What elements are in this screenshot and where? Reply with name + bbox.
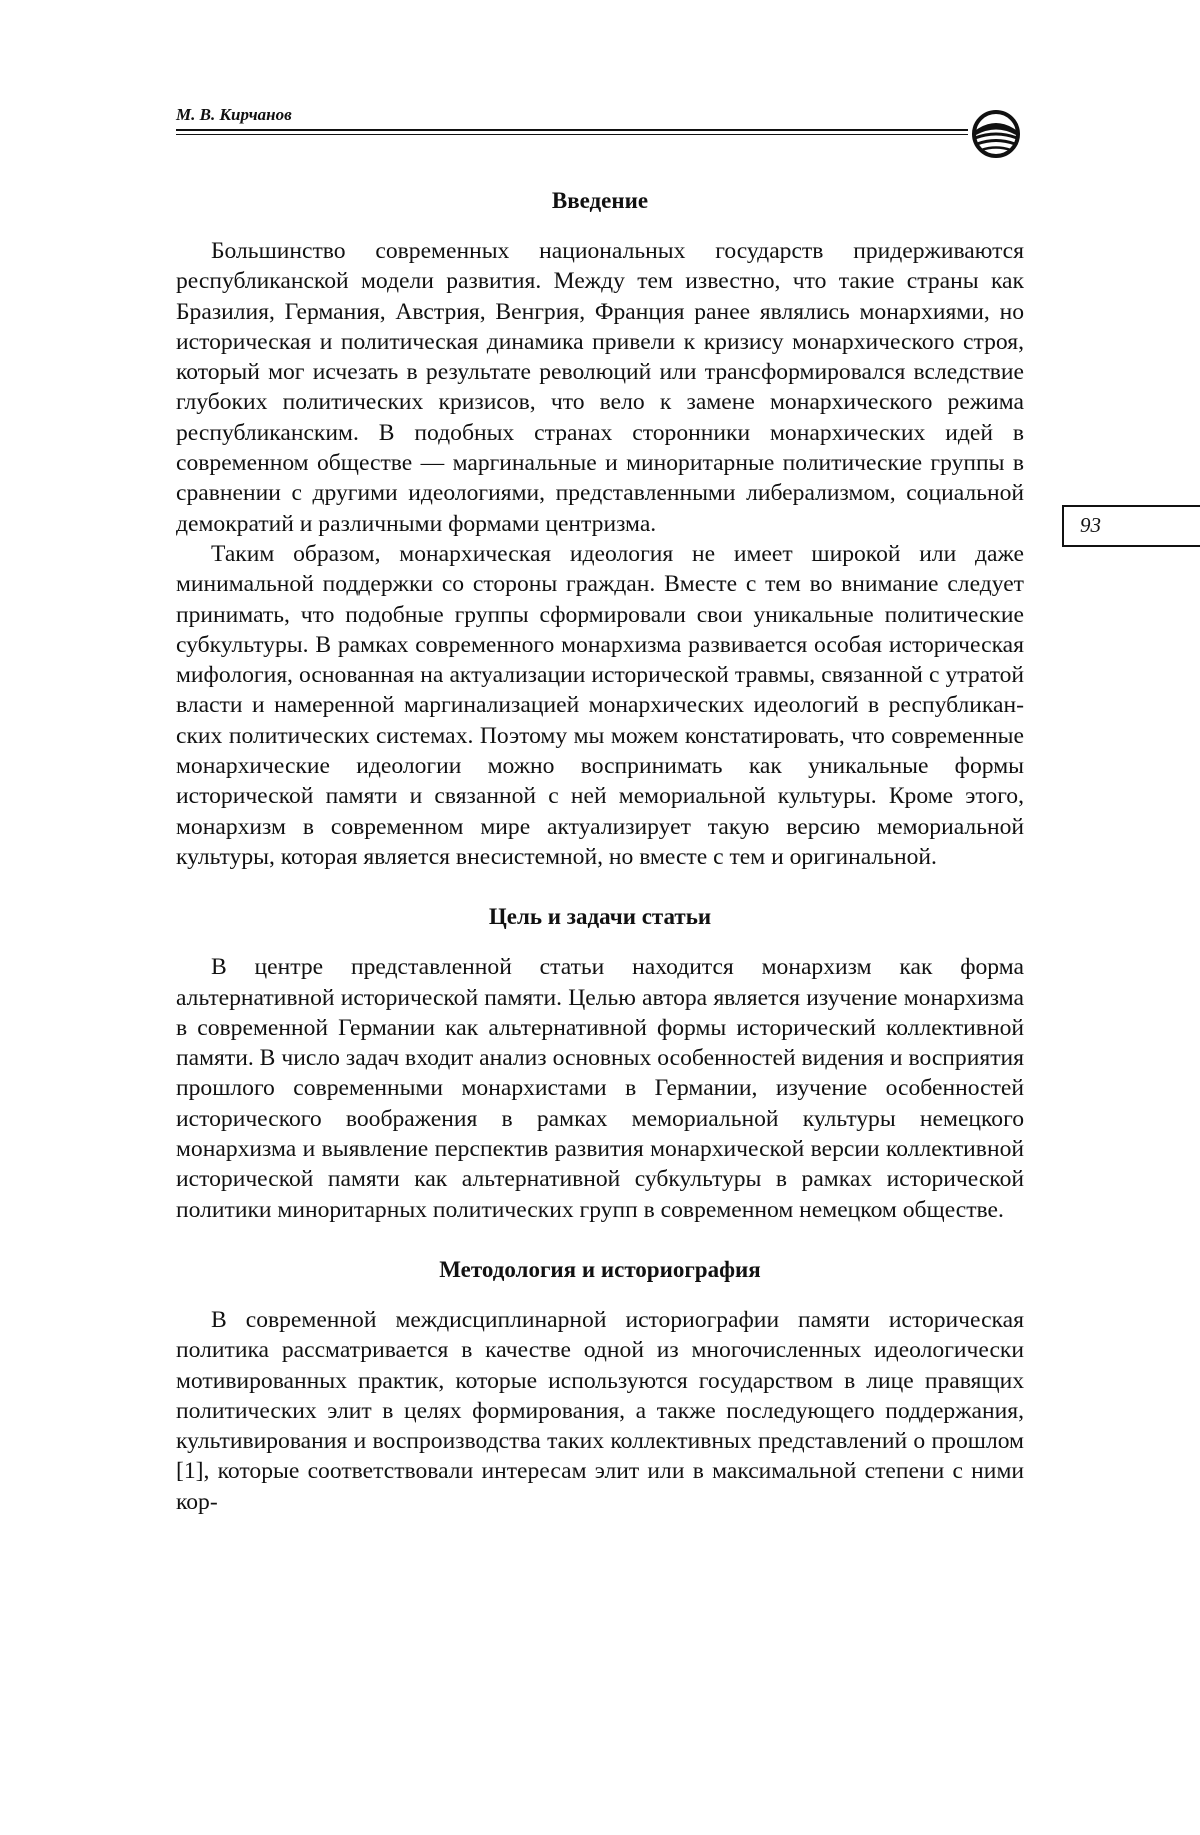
header-rule-thin <box>176 134 968 135</box>
section-heading-methodology: Методология и историография <box>439 1256 761 1282</box>
section-heading-introduction: Введение <box>551 188 649 213</box>
paragraph: В современной междисциплинарной историографии памяти историческая политика рассматривается в качестве одной из многочисленных идеологически мотивированных практик, которые используются государством в лице правящих политических элит в целях формирования, а также последующего поддержания, культивирования и воспроизводства таких коллективных представлений о прошлом [1], которые соответствовали интересам элит или в максимальной степени с ними кор- <box>176 1306 1024 1515</box>
header-rule-thick <box>176 129 968 131</box>
publisher-logo-icon <box>966 104 1026 164</box>
paragraph: Таким образом, монархическая идеология не имеет широкой или даже минимальной поддержки со стороны граждан. Вместе с тем во внимание следует принимать, что подобные группы сформировали свои уникальные политические субкультуры. В рамках современного монархизма развивается особая историческая мифология, основанная на актуализации исторической травмы, связанной с утратой власти и намеренной маргинализацией монархических идеологий в республиканских политических системах. Поэтому мы можем констатировать, что современные монархические идеологии можно воспринимать как уникальные формы исторической памяти и связанной с ней мемориальной культуры. Кроме этого, монархизм в современном мире актуализирует такую версию мемориальной культуры, которая является внесистемной, но вместе с тем и оригинальной. <box>176 540 1024 870</box>
article-body <box>176 186 1024 1517</box>
section-heading-goals: Цель и задачи статьи <box>488 904 712 930</box>
page-number: 93 <box>1080 513 1101 537</box>
running-header-author: М. В. Кирчанов <box>176 105 292 124</box>
paragraph: В центре представленной статьи находится монархизм как форма альтернативной исторической памяти. Целью автора является изучение монархизма в современной Германии как альтернативной формы исторический коллективной памяти. В число задач входит анализ основных особенностей видения и восприятия прошлого современными монархистами в Германии, изучение особенностей исторического воображения в рамках мемориальной культуры немецкого монархизма и выявление перспектив развития монархической версии коллективной исторической памяти как альтернативной субкультуры в рамках исторической политики миноритарных политических групп в современном немецком обществе. <box>176 954 1024 1223</box>
paragraph: Большинство современных национальных государств придерживаются республиканской модели развития. Между тем известно, что такие страны как Бразилия, Германия, Австрия, Венгрия, Франция ранее являлись монархиями, но историческая и политическая динамика привели к кризису монархического строя, который мог исчезать в результате революций или трансформировался вследствие глубоких политических кризисов, что вело к замене монархического режима республиканским. В подобных странах сторонники монархических идей в современном обществе — маргинальные и миноритарные политические группы в сравнении с другими идеологиями, представленными либерализмом, социальной демократий и различными формами центризма. <box>176 238 1024 537</box>
